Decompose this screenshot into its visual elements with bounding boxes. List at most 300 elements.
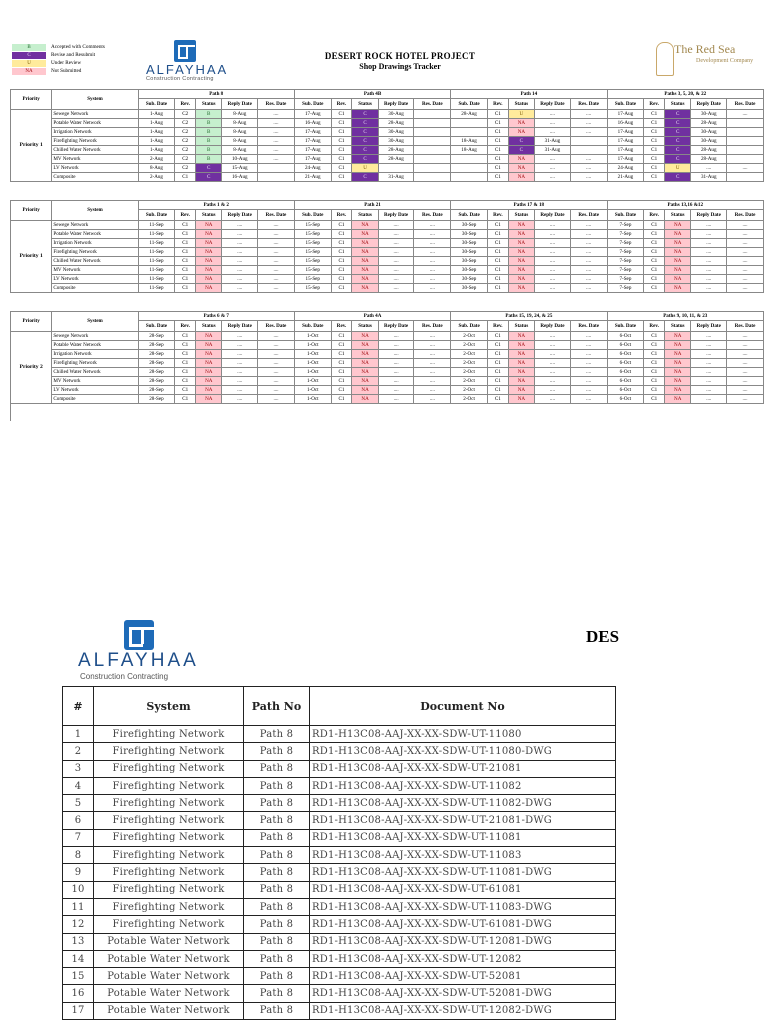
res-date-cell: ....: [258, 386, 295, 395]
col-rev: Rev.: [331, 99, 352, 110]
col-rev: Rev.: [175, 99, 196, 110]
reply-date-cell: ....: [535, 221, 571, 230]
document-number: RD1-H13C08-AAJ-XX-XX-SDW-UT-12082-DWG: [310, 1002, 616, 1019]
reply-date-cell: ....: [222, 284, 258, 293]
res-date-cell: ....: [570, 395, 607, 404]
res-date-cell: ....: [258, 395, 295, 404]
table-row: [11, 395, 764, 404]
system-name: Potable Water Network: [52, 230, 138, 239]
client-name: The Red Sea: [674, 42, 736, 56]
reply-date-cell: ....: [691, 266, 727, 275]
priority-label: Priority 1: [11, 110, 52, 182]
sub-date-cell: 18-Aug: [451, 137, 488, 146]
rev-cell: C1: [644, 395, 665, 404]
res-date-cell: ....: [727, 266, 764, 275]
sub-date-cell: 28-Sep: [138, 368, 175, 377]
sub-date-cell: 30-Sep: [451, 284, 488, 293]
reply-date-cell: [378, 164, 414, 173]
status-badge: B: [196, 119, 222, 128]
col-res-date: Res. Date: [414, 210, 451, 221]
reply-date-cell: 31-Aug: [691, 173, 727, 182]
sub-date-cell: 2-Aug: [138, 155, 175, 164]
status-badge: NA: [508, 284, 534, 293]
document-title-fragment: DES: [586, 627, 620, 646]
reply-date-cell: 16-Aug: [222, 173, 258, 182]
col-status: Status: [665, 99, 691, 110]
rev-cell: C1: [488, 248, 509, 257]
path-group-header: Path 4A: [294, 312, 450, 321]
path-number: Path 8: [244, 985, 310, 1002]
res-date-cell: ....: [414, 230, 451, 239]
row-number: 17: [63, 1002, 94, 1019]
company-tagline: Construction Contracting: [146, 76, 214, 82]
col-res-date: Res. Date: [727, 99, 764, 110]
status-badge: NA: [352, 359, 378, 368]
col-sub-date: Sub. Date: [451, 99, 488, 110]
system-name: Potable Water Network: [94, 950, 244, 967]
col-res-date: Res. Date: [258, 321, 295, 332]
status-badge: NA: [352, 275, 378, 284]
reply-date-cell: ....: [222, 221, 258, 230]
rev-cell: C1: [175, 284, 196, 293]
rev-cell: C1: [331, 137, 352, 146]
col-rev: Rev.: [175, 210, 196, 221]
reply-date-cell: ....: [535, 164, 571, 173]
sub-date-cell: 6-Oct: [607, 377, 644, 386]
status-badge: NA: [196, 266, 222, 275]
row-number: 9: [63, 864, 94, 881]
status-badge: NA: [508, 266, 534, 275]
res-date-cell: ....: [258, 377, 295, 386]
table-row: [63, 933, 616, 950]
res-date-cell: ....: [727, 341, 764, 350]
col-sub-date: Sub. Date: [294, 321, 331, 332]
status-badge: C: [665, 137, 691, 146]
rev-cell: C1: [331, 230, 352, 239]
status-badge: C: [352, 155, 378, 164]
path-number: Path 8: [244, 1002, 310, 1019]
reply-date-cell: 28-Aug: [378, 146, 414, 155]
system-name: Irrigation Network: [52, 350, 138, 359]
document-number: RD1-H13C08-AAJ-XX-XX-SDW-UT-11082: [310, 777, 616, 794]
sub-date-cell: 30-Sep: [451, 230, 488, 239]
sub-date-cell: 7-Sep: [607, 230, 644, 239]
reply-date-cell: 8-Aug: [222, 128, 258, 137]
res-date-cell: ....: [727, 359, 764, 368]
system-name: Chilled Water Network: [52, 146, 138, 155]
rev-cell: C1: [175, 275, 196, 284]
sub-date-cell: 2-Aug: [138, 173, 175, 182]
path-number: Path 8: [244, 795, 310, 812]
tracker-header-row: [11, 90, 764, 99]
table-row: [63, 847, 616, 864]
sub-date-cell: 15-Sep: [294, 239, 331, 248]
res-date-cell: ....: [258, 275, 295, 284]
system-name: MV Network: [52, 377, 138, 386]
res-date-cell: ....: [414, 350, 451, 359]
reply-date-cell: ....: [535, 266, 571, 275]
rev-cell: C1: [331, 164, 352, 173]
table-row: [11, 248, 764, 257]
res-date-cell: ....: [414, 266, 451, 275]
status-badge: NA: [196, 350, 222, 359]
col-number: #: [63, 687, 94, 726]
rev-cell: C1: [488, 386, 509, 395]
res-date-cell: ....: [570, 368, 607, 377]
table-row: [11, 230, 764, 239]
table-row: [11, 239, 764, 248]
status-badge: U: [665, 164, 691, 173]
res-date-cell: ....: [258, 239, 295, 248]
table-row: [63, 812, 616, 829]
res-date-cell: ....: [727, 110, 764, 119]
reply-date-cell: ....: [378, 239, 414, 248]
red-sea-logo: [652, 40, 762, 82]
status-badge: C: [665, 146, 691, 155]
sub-date-cell: 1-Aug: [138, 146, 175, 155]
document-number: RD1-H13C08-AAJ-XX-XX-SDW-UT-12082: [310, 950, 616, 967]
legend-label: Under Review: [51, 60, 82, 66]
sub-date-cell: 17-Aug: [294, 146, 331, 155]
res-date-cell: [414, 119, 451, 128]
reply-date-cell: 28-Aug: [691, 146, 727, 155]
reply-date-cell: ....: [535, 110, 571, 119]
reply-date-cell: ....: [535, 275, 571, 284]
col-status: Status: [196, 210, 222, 221]
document-number: RD1-H13C08-AAJ-XX-XX-SDW-UT-52081-DWG: [310, 985, 616, 1002]
col-rev: Rev.: [331, 321, 352, 332]
system-name: Potable Water Network: [52, 119, 138, 128]
document-number: RD1-H13C08-AAJ-XX-XX-SDW-UT-11080-DWG: [310, 743, 616, 760]
system-name: Chilled Water Network: [52, 257, 138, 266]
system-name: Sewege Network: [52, 221, 138, 230]
table-row: [63, 795, 616, 812]
rev-cell: C1: [644, 386, 665, 395]
row-number: 8: [63, 847, 94, 864]
res-date-cell: ....: [258, 350, 295, 359]
path-number: Path 8: [244, 968, 310, 985]
tracker-title: [300, 51, 500, 71]
row-number: 3: [63, 760, 94, 777]
res-date-cell: ....: [258, 128, 295, 137]
status-badge: NA: [665, 359, 691, 368]
path-number: Path 8: [244, 916, 310, 933]
status-badge: C: [352, 146, 378, 155]
sub-date-cell: 11-Sep: [138, 248, 175, 257]
rev-cell: C1: [644, 230, 665, 239]
reply-date-cell: ....: [222, 350, 258, 359]
rev-cell: C1: [175, 350, 196, 359]
reply-date-cell: ....: [691, 275, 727, 284]
sub-date-cell: 30-Sep: [451, 248, 488, 257]
status-badge: NA: [352, 239, 378, 248]
col-res-date: Res. Date: [570, 210, 607, 221]
table-row: [11, 128, 764, 137]
reply-date-cell: ....: [691, 332, 727, 341]
reply-date-cell: ....: [535, 332, 571, 341]
status-badge: NA: [508, 164, 534, 173]
res-date-cell: ....: [727, 350, 764, 359]
sub-date-cell: 28-Sep: [138, 332, 175, 341]
reply-date-cell: 30-Aug: [691, 110, 727, 119]
col-res-date: Res. Date: [570, 99, 607, 110]
col-sub-date: Sub. Date: [138, 321, 175, 332]
path-group-header: Path 14: [451, 90, 607, 99]
legend-item: [12, 59, 132, 67]
table-row: [63, 760, 616, 777]
res-date-cell: ....: [570, 230, 607, 239]
system-name: Firefighting Network: [94, 881, 244, 898]
system-name: LV Network: [52, 275, 138, 284]
reply-date-cell: ....: [378, 359, 414, 368]
reply-date-cell: ....: [378, 257, 414, 266]
tracker-table: [10, 311, 764, 404]
status-badge: C: [665, 119, 691, 128]
status-badge: C: [352, 119, 378, 128]
rev-cell: C1: [331, 266, 352, 275]
res-date-cell: ....: [414, 368, 451, 377]
rev-cell: C1: [644, 173, 665, 182]
res-date-cell: ....: [570, 266, 607, 275]
table-row: [63, 985, 616, 1002]
status-badge: NA: [665, 257, 691, 266]
status-badge: NA: [196, 386, 222, 395]
res-date-cell: ....: [570, 350, 607, 359]
res-date-cell: [414, 173, 451, 182]
res-date-cell: ....: [570, 332, 607, 341]
path-number: Path 8: [244, 898, 310, 915]
rev-cell: C1: [175, 230, 196, 239]
system-name: MV Network: [52, 266, 138, 275]
sub-date-cell: 30-Sep: [451, 257, 488, 266]
sub-date-cell: 6-Oct: [607, 341, 644, 350]
rev-cell: C2: [175, 164, 196, 173]
reply-date-cell: 8-Aug: [222, 110, 258, 119]
rev-cell: C2: [175, 137, 196, 146]
col-system: System: [52, 90, 138, 110]
table-row: [11, 341, 764, 350]
status-badge: B: [196, 137, 222, 146]
res-date-cell: ....: [727, 164, 764, 173]
res-date-cell: ....: [727, 221, 764, 230]
reply-date-cell: ....: [535, 248, 571, 257]
reply-date-cell: ....: [222, 386, 258, 395]
status-legend: [12, 43, 132, 75]
sub-date-cell: 28-Aug: [451, 110, 488, 119]
status-badge: NA: [352, 266, 378, 275]
status-badge: B: [196, 155, 222, 164]
status-badge: B: [196, 128, 222, 137]
legend-label: Accepted with Comments: [51, 44, 105, 50]
reply-date-cell: ....: [535, 395, 571, 404]
system-name: Firefighting Network: [94, 777, 244, 794]
rev-cell: C1: [487, 137, 508, 146]
col-status: Status: [508, 210, 534, 221]
system-name: Firefighting Network: [52, 248, 138, 257]
sub-date-cell: 15-Sep: [294, 275, 331, 284]
status-badge: C: [665, 173, 691, 182]
reply-date-cell: ....: [378, 332, 414, 341]
status-badge: NA: [665, 377, 691, 386]
sub-date-cell: 28-Sep: [138, 359, 175, 368]
col-sub-date: Sub. Date: [451, 321, 488, 332]
res-date-cell: ....: [414, 386, 451, 395]
status-badge: NA: [665, 239, 691, 248]
res-date-cell: ....: [258, 137, 295, 146]
reply-date-cell: 28-Aug: [691, 119, 727, 128]
system-name: Potable Water Network: [94, 968, 244, 985]
sub-date-cell: 2-Oct: [451, 395, 488, 404]
rev-cell: C1: [331, 359, 352, 368]
system-name: Composite: [52, 395, 138, 404]
system-name: Sewege Network: [52, 110, 138, 119]
table-row: [11, 284, 764, 293]
status-badge: C: [352, 110, 378, 119]
res-date-cell: ....: [570, 341, 607, 350]
rev-cell: C1: [644, 350, 665, 359]
rev-cell: C1: [644, 257, 665, 266]
status-badge: NA: [352, 230, 378, 239]
col-rev: Rev.: [175, 321, 196, 332]
reply-date-cell: ....: [535, 386, 571, 395]
reply-date-cell: 30-Aug: [378, 110, 414, 119]
sub-date-cell: 21-Aug: [607, 173, 644, 182]
rev-cell: C1: [175, 395, 196, 404]
reply-date-cell: 30-Aug: [691, 137, 727, 146]
system-name: Firefighting Network: [94, 795, 244, 812]
col-rev: Rev.: [331, 210, 352, 221]
status-badge: NA: [508, 341, 534, 350]
res-date-cell: [414, 164, 451, 173]
reply-date-cell: 30-Aug: [378, 137, 414, 146]
status-badge: NA: [508, 128, 534, 137]
reply-date-cell: 8-Aug: [222, 146, 258, 155]
status-badge: C: [508, 146, 534, 155]
reply-date-cell: ....: [222, 359, 258, 368]
reply-date-cell: ....: [691, 257, 727, 266]
sub-date-cell: 15-Sep: [294, 221, 331, 230]
reply-date-cell: ....: [535, 377, 571, 386]
rev-cell: C1: [331, 128, 352, 137]
status-badge: NA: [352, 395, 378, 404]
system-name: Firefighting Network: [94, 812, 244, 829]
status-badge: C: [196, 164, 222, 173]
sub-date-cell: 17-Aug: [607, 137, 644, 146]
table-row: [63, 950, 616, 967]
sub-date-cell: 28-Sep: [138, 350, 175, 359]
res-date-cell: [727, 128, 764, 137]
path-number: Path 8: [244, 864, 310, 881]
alfayhaa-logo-icon: [124, 620, 154, 650]
rev-cell: C1: [644, 221, 665, 230]
system-name: Firefighting Network: [94, 864, 244, 881]
rev-cell: C1: [487, 110, 508, 119]
sub-date-cell: 1-Oct: [294, 395, 331, 404]
reply-date-cell: ....: [378, 284, 414, 293]
col-rev: Rev.: [644, 321, 665, 332]
sub-date-cell: 1-Oct: [294, 332, 331, 341]
col-priority: Priority: [11, 312, 52, 332]
system-name: Sewege Network: [52, 332, 138, 341]
res-date-cell: [727, 146, 764, 155]
row-number: 4: [63, 777, 94, 794]
status-badge: C: [665, 128, 691, 137]
table-row: [63, 968, 616, 985]
rev-cell: C1: [175, 359, 196, 368]
table-row: [11, 377, 764, 386]
status-badge: NA: [196, 395, 222, 404]
status-badge: C: [508, 137, 534, 146]
rev-cell: C1: [644, 266, 665, 275]
reply-date-cell: ....: [691, 284, 727, 293]
sub-date-cell: 1-Aug: [138, 110, 175, 119]
table-row: [11, 173, 764, 182]
row-number: 12: [63, 916, 94, 933]
status-badge: NA: [196, 230, 222, 239]
rev-cell: C1: [331, 341, 352, 350]
status-badge: NA: [665, 221, 691, 230]
reply-date-cell: ....: [691, 350, 727, 359]
rev-cell: C1: [488, 221, 509, 230]
rev-cell: C1: [175, 368, 196, 377]
sub-date-cell: 11-Sep: [138, 257, 175, 266]
col-res-date: Res. Date: [727, 321, 764, 332]
res-date-cell: ....: [414, 257, 451, 266]
table-row: [11, 386, 764, 395]
path-group-header: Paths 15, 19, 24, & 25: [451, 312, 607, 321]
col-reply-date: Reply Date: [691, 321, 727, 332]
status-badge: NA: [352, 386, 378, 395]
status-badge: NA: [196, 257, 222, 266]
sub-date-cell: 21-Aug: [294, 173, 331, 182]
rev-cell: C1: [644, 146, 665, 155]
reply-date-cell: ....: [222, 239, 258, 248]
legend-swatch: C: [12, 52, 46, 59]
document-number: RD1-H13C08-AAJ-XX-XX-SDW-UT-11082-DWG: [310, 795, 616, 812]
res-date-cell: [414, 146, 451, 155]
table-row: [11, 146, 764, 155]
sub-date-cell: 28-Sep: [138, 395, 175, 404]
tracker-header-row: [11, 312, 764, 321]
col-reply-date: Reply Date: [378, 321, 414, 332]
status-badge: NA: [508, 332, 534, 341]
sub-date-cell: 1-Oct: [294, 359, 331, 368]
reply-date-cell: ....: [378, 221, 414, 230]
res-date-cell: ....: [570, 359, 607, 368]
path-group-header: Path 4B: [294, 90, 450, 99]
status-badge: U: [352, 164, 378, 173]
document-number: RD1-H13C08-AAJ-XX-XX-SDW-UT-61081: [310, 881, 616, 898]
col-res-date: Res. Date: [570, 321, 607, 332]
res-date-cell: ....: [727, 395, 764, 404]
res-date-cell: ....: [570, 164, 607, 173]
status-badge: NA: [508, 248, 534, 257]
res-date-cell: ....: [570, 275, 607, 284]
path-number: Path 8: [244, 950, 310, 967]
reply-date-cell: ....: [378, 350, 414, 359]
sub-date-cell: 6-Oct: [607, 332, 644, 341]
res-date-cell: [570, 146, 607, 155]
reply-date-cell: ....: [535, 119, 571, 128]
rev-cell: C1: [487, 155, 508, 164]
res-date-cell: ....: [258, 284, 295, 293]
system-name: Firefighting Network: [94, 726, 244, 743]
status-badge: NA: [508, 155, 534, 164]
rev-cell: C1: [331, 155, 352, 164]
status-badge: NA: [665, 275, 691, 284]
rev-cell: C2: [175, 119, 196, 128]
col-status: Status: [665, 210, 691, 221]
